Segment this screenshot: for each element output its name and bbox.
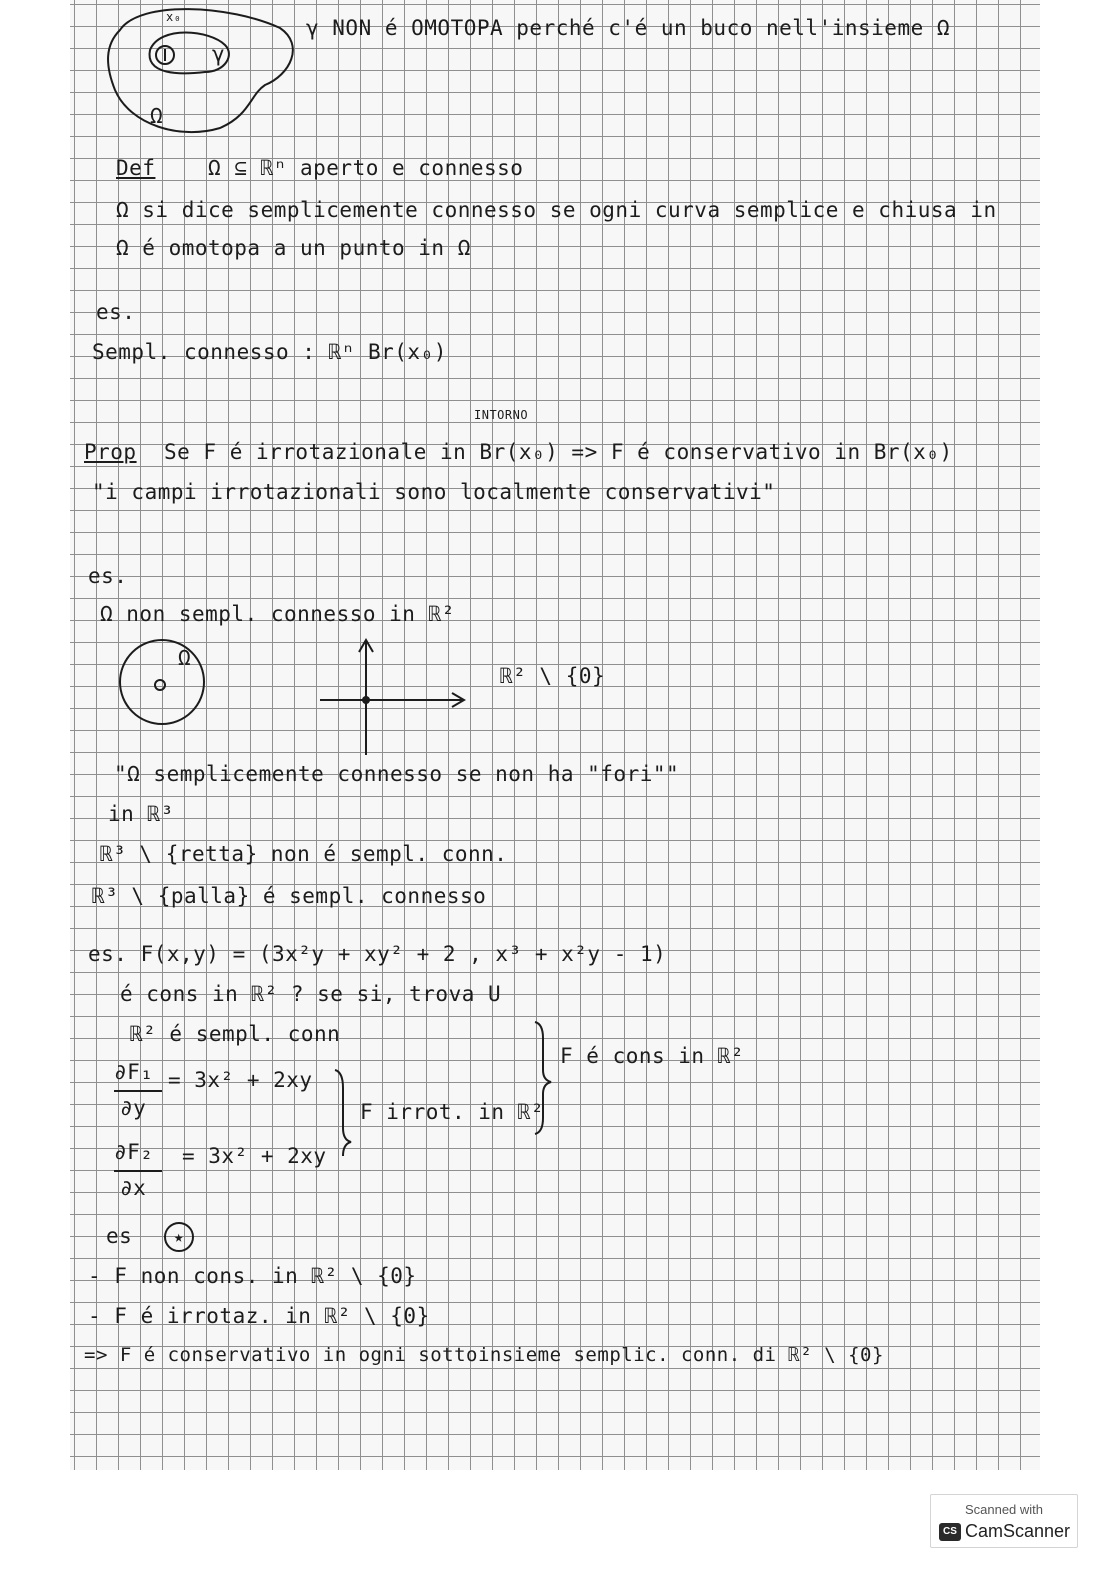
camscanner-logo-icon: CS [939,1523,961,1541]
df1-numerator: ∂F₁ [114,1060,154,1084]
irrot-note: F irrot. in ℝ² [360,1100,545,1124]
es4-line-3: => F é conservativo in ogni sottoinsieme semplic. conn. di ℝ² \ {0} [84,1344,884,1366]
es-question: é cons in ℝ² ? se si, trova U [120,982,502,1006]
quote-line: "Ω semplicemente connesso se non ha "fori"" [114,762,680,786]
cons-note: F é cons in ℝ² [560,1044,745,1068]
df2-numerator: ∂F₂ [114,1140,154,1164]
intorno-label: INTORNO [474,408,529,422]
r3-line: in ℝ³ [108,802,174,826]
omega-label-1: Ω [150,104,164,128]
omega-label-2: Ω [178,646,192,670]
watermark-line-1: Scanned with [964,1502,1044,1517]
r2-simply-connected: ℝ² é sempl. conn [130,1022,341,1046]
r3-retta-line: ℝ³ \ {retta} non é sempl. conn. [100,842,508,866]
prop-label: Prop [84,440,137,464]
df1-rhs: = 3x² + 2xy [168,1068,313,1092]
punctured-set-label: ℝ² \ {0} [500,664,606,688]
prop-line-1: Se F é irrotazionale in Br(x₀) => F é conservativo in Br(x₀) [164,440,953,464]
es-label-4: es [106,1224,133,1248]
df1-denominator: ∂y [120,1096,147,1120]
x0-label: x₀ [166,10,182,24]
star-mark: ★ [164,1222,194,1252]
def-line-2: Ω si dice semplicemente connesso se ogni curva semplice e chiusa in [116,198,997,222]
braces [325,1018,575,1158]
gamma-label: γ [212,42,226,66]
df2-denominator: ∂x [120,1176,147,1200]
def-line-3: Ω é omotopa a un punto in Ω [116,236,471,260]
punctured-plane-diagram [110,630,510,760]
curve-hole-diagram [100,0,320,140]
es-line-1: Sempl. connesso : ℝⁿ Br(x₀) [92,340,447,364]
def-label: Def [116,156,156,180]
camscanner-watermark [930,1494,1078,1548]
prop-line-2: "i campi irrotazionali sono localmente conservativi" [92,480,776,504]
es-label-1: es. [96,300,136,324]
es-label-2: es. [88,564,128,588]
df2-rhs: = 3x² + 2xy [182,1144,327,1168]
def-line-1: Ω ⊆ ℝⁿ aperto e connesso [208,156,524,180]
es-line-2: Ω non sempl. connesso in ℝ² [100,602,455,626]
es4-line-1: - F non cons. in ℝ² \ {0} [88,1264,417,1288]
r3-palla-line: ℝ³ \ {palla} é sempl. connesso [92,884,487,908]
es4-line-2: - F é irrotaz. in ℝ² \ {0} [88,1304,430,1328]
watermark-line-2: CamScanner [965,1521,1071,1541]
note-line-1: γ NON é OMOTOPA perché c'é un buco nell'insieme Ω [306,16,951,40]
es-line-3: es. F(x,y) = (3x²y + xy² + 2 , x³ + x²y - 1) [88,942,667,966]
notebook-page [70,0,1040,1470]
